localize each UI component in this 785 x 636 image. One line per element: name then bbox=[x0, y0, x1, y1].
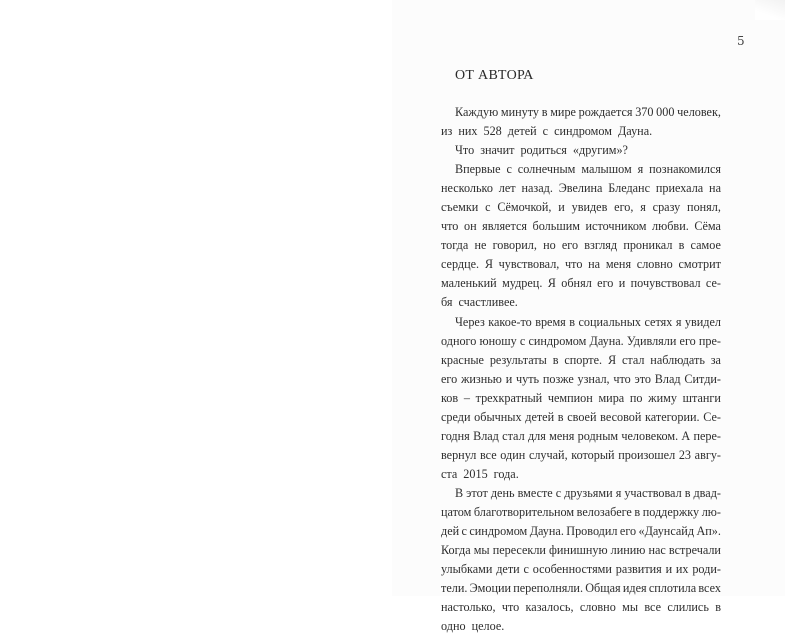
left-page-blank bbox=[0, 0, 392, 596]
text-line: ста 2015 года. bbox=[441, 466, 519, 481]
text-line: несколько лет назад. Эвелина Бледанс приехала на bbox=[441, 181, 721, 196]
text-line: съемки с Сёмочкой, и увидев его, я сразу понял, bbox=[441, 200, 721, 215]
text-line: тели. Эмоции переполняли. Общая идея сплотила всех bbox=[441, 581, 721, 596]
page-number: 5 bbox=[737, 34, 745, 48]
text-line: Впервые с солнечным малышом я познакомился bbox=[455, 162, 721, 177]
text-line: одно целое. bbox=[441, 619, 505, 634]
text-line: настолько, что казалось, словно мы все слились в bbox=[441, 600, 721, 615]
text-line: красные результаты в спорте. Я стал наблюдать за bbox=[441, 352, 721, 367]
text-line: В этот день вместе с друзьями я участвовал в двад- bbox=[455, 485, 721, 500]
text-line: что он является большим источником любви. Сёма bbox=[441, 219, 721, 234]
text-line: маленький мудрец. Я обнял его и почувствовал се- bbox=[441, 276, 721, 291]
text-line: сердце. Я чувствовал, что на меня словно смотрит bbox=[441, 257, 721, 272]
text-line: одного юношу с синдромом Дауна. Удивляли его пре- bbox=[441, 333, 721, 348]
text-line: Через какое-то время в социальных сетях я увидел bbox=[455, 314, 721, 329]
text-line: вернул все один случай, который произошел 23 авгу- bbox=[441, 447, 721, 462]
body-text bbox=[441, 103, 721, 636]
text-line: цатом благотворительном велозабеге в поддержку лю- bbox=[441, 504, 721, 519]
text-line: ков – трехкратный чемпион мира по жиму штанги bbox=[441, 390, 721, 405]
text-line: дей с синдромом Дауна. Проводил его «Даунсайд Ап». bbox=[441, 524, 721, 539]
text-line: Что значит родиться «другим»? bbox=[455, 143, 628, 158]
text-line: Когда мы пересекли финишную линию нас встречали bbox=[441, 543, 721, 558]
text-line: его жизнью и чуть позже узнал, что это Влад Ситди- bbox=[441, 371, 721, 386]
text-line: из них 528 детей с синдромом Дауна. bbox=[441, 124, 653, 139]
text-line: Каждую минуту в мире рождается 370 000 человек, bbox=[455, 105, 721, 119]
page-corner-shadow bbox=[755, 0, 785, 20]
text-line: тогда не говорил, но его взгляд проникал в самое bbox=[441, 238, 721, 253]
text-line: бя счастливее. bbox=[441, 295, 518, 310]
text-line: годня Влад стал для меня родным человеком. А пере- bbox=[441, 428, 721, 443]
text-line: улыбками дети с особенностями развития и их роди- bbox=[441, 562, 721, 577]
text-line: среди обычных детей в своей весовой категории. Се- bbox=[441, 409, 721, 424]
chapter-heading: ОТ АВТОРА bbox=[455, 68, 534, 83]
